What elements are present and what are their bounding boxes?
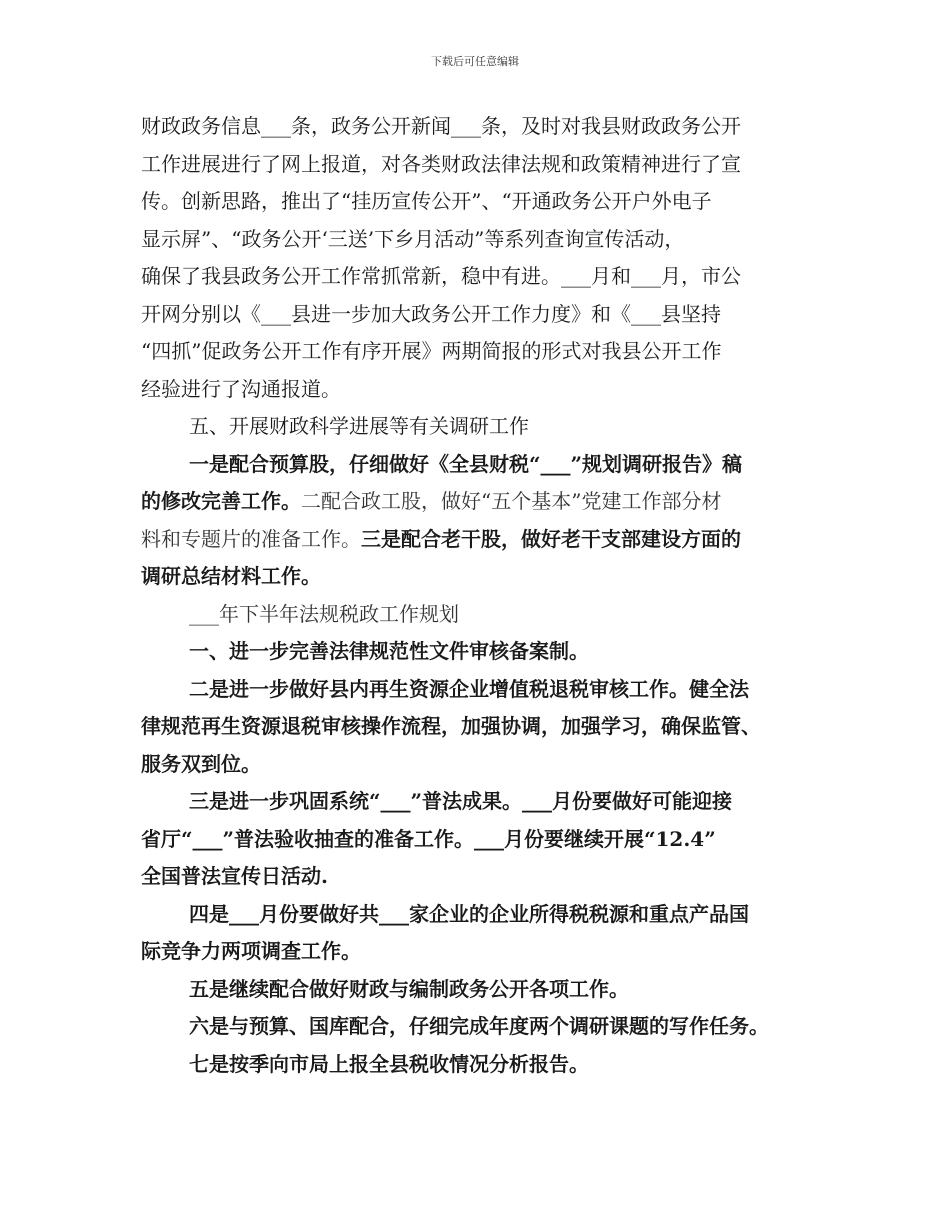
plan-item-1: 一、进一步完善法律规范性文件审核备案制。 [189,639,589,663]
plan-list [141,633,831,1083]
plan-item-3 [141,783,831,896]
text-line: 服务双到位。 [141,751,261,776]
text-line: 显示屏”、“政务公开‘三送’下乡月活动”等系列查询宣传活动， [141,226,685,251]
paragraph-publicity [141,108,831,408]
section-five-heading: 五、开展财政科学进展等有关调研工作 [189,414,529,438]
plan-item-4 [141,896,831,971]
text-line: 确保了我县政务公开工作常抓常新，稳中有进。___月和___月，市公 [141,264,741,288]
text-line: 传。创新思路，推出了“挂历宣传公开”、“开通政务公开户外电子 [141,189,712,213]
text-line: 二是进一步做好县内再生资源企业增值税退税审核工作。健全法 [189,676,749,701]
text-span-bold: 的修改完善工作。 [141,489,301,513]
text-line [141,483,831,521]
page-header: 下载后可任意编辑 [431,55,519,68]
text-line: 全国普法宣传日活动. [141,864,328,888]
plan-item-6: 六是与预算、国库配合，仔细完成年度两个调研课题的写作任务。 [189,1014,769,1038]
text-line: 调研总结材料工作。 [141,564,321,588]
text-line: 一是配合预算股，仔细做好《全县财税“___”规划调研报告》稿 [189,451,743,476]
text-span-bold: 三是配合老干股，做好老干支部建设方面的 [361,526,741,551]
text-line: 开网分别以《___县进一步加大政务公开工作力度》和《___县坚持 [141,301,721,326]
document-body [141,108,831,1083]
text-line: 经验进行了沟通报道。 [141,376,341,401]
text-line: 工作进展进行了网上报道，对各类财政法律法规和政策精神进行了宣 [141,151,741,176]
text-line: 律规范再生资源退税审核操作流程，加强协调，加强学习，确保监管、 [141,714,761,738]
text-span: 料和专题片的准备工作。 [141,526,361,551]
text-line: 财政政务信息___条，政务公开新闻___条，及时对我县财政政务公开 [141,114,741,138]
plan-item-5: 五是继续配合做好财政与编制政务公开各项工作。 [189,976,629,1001]
text-line: 省厅“___”普法验收抽查的准备工作。___月份要继续开展“12.4” [141,826,716,851]
text-line: 三是进一步巩固系统“___”普法成果。___月份要做好可能迎接 [189,789,733,813]
paragraph-research [141,446,831,596]
text-span: 二配合政工股，做好“五个基本”党建工作部分材 [301,489,722,513]
text-line: 际竞争力两项调查工作。 [141,939,361,963]
plan-title: ___年下半年法规税政工作规划 [189,601,459,626]
plan-item-7: 七是按季向市局上报全县税收情况分析报告。 [189,1051,589,1076]
text-line: 四是___月份要做好共___家企业的企业所得税税源和重点产品国 [189,901,749,926]
plan-item-2 [141,671,831,784]
text-line: “四抓”促政务公开工作有序开展》两期简报的形式对我县公开工作 [141,339,722,363]
text-line [141,521,831,559]
